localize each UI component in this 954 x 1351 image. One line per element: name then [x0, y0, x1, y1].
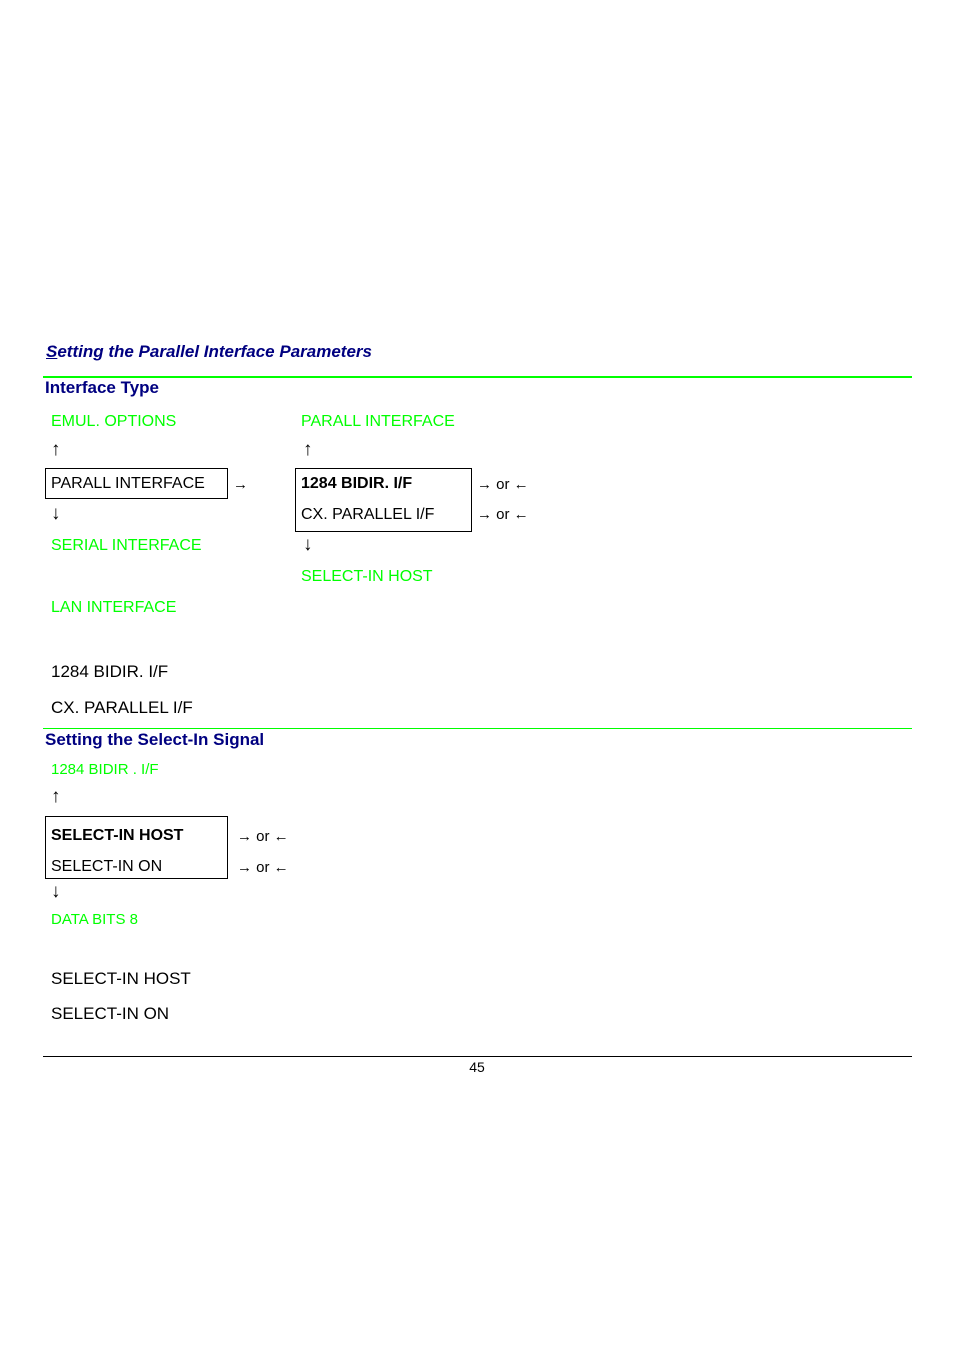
menu-box-select-in: [45, 816, 228, 879]
down-arrow: ↓: [303, 534, 313, 555]
menu-below-serial-interface: SERIAL INTERFACE: [51, 537, 202, 554]
box-item-cx-parallel: CX. PARALLEL I/F: [301, 506, 435, 523]
nav-hint: → or ←: [237, 859, 289, 876]
right-arrow: →: [233, 476, 248, 493]
box-item-1284-bidir: 1284 BIDIR. I/F: [301, 475, 413, 492]
menu-above-emul-options: EMUL. OPTIONS: [51, 413, 177, 430]
footer-rule: [43, 1056, 912, 1057]
section-rule-middle: [43, 728, 912, 729]
title-rest: etting the Parallel Interface Parameters: [57, 342, 372, 361]
nav-hint: → or ←: [237, 828, 289, 845]
menu-below-lan-interface: LAN INTERFACE: [51, 599, 177, 616]
menu-box-parall-interface: [45, 468, 228, 499]
menu-above-parall-interface: PARALL INTERFACE: [301, 413, 455, 430]
menu-box-parallel-options: [295, 468, 472, 532]
up-arrow: ↑: [51, 786, 61, 807]
page-title: [46, 342, 372, 362]
option-1284-bidir: 1284 BIDIR. I/F: [51, 662, 169, 681]
box-item-select-in-on: SELECT-IN ON: [51, 858, 163, 875]
up-arrow: ↑: [51, 439, 61, 460]
down-arrow: ↓: [51, 881, 61, 902]
menu-below-data-bits: DATA BITS 8: [51, 911, 138, 928]
box-item-select-in-host: SELECT-IN HOST: [51, 827, 184, 844]
section-heading-select-in: Setting the Select-In Signal: [45, 730, 265, 749]
menu-below-select-in-host: SELECT-IN HOST: [301, 568, 433, 585]
section-heading-interface-type: Interface Type: [45, 378, 160, 397]
nav-hint: → or ←: [477, 506, 529, 523]
page-number: 45: [469, 1059, 485, 1075]
option-select-in-on: SELECT-IN ON: [51, 1004, 170, 1023]
up-arrow: ↑: [303, 439, 313, 460]
menu-above-1284-bidir: 1284 BIDIR . I/F: [51, 761, 159, 778]
down-arrow: ↓: [51, 503, 61, 524]
box-item-parall-interface: PARALL INTERFACE: [51, 475, 205, 492]
nav-hint: → or ←: [477, 476, 529, 493]
option-cx-parallel: CX. PARALLEL I/F: [51, 698, 193, 717]
section-rule-top: [43, 376, 912, 378]
title-first-letter: S: [46, 342, 58, 361]
option-select-in-host: SELECT-IN HOST: [51, 969, 191, 988]
